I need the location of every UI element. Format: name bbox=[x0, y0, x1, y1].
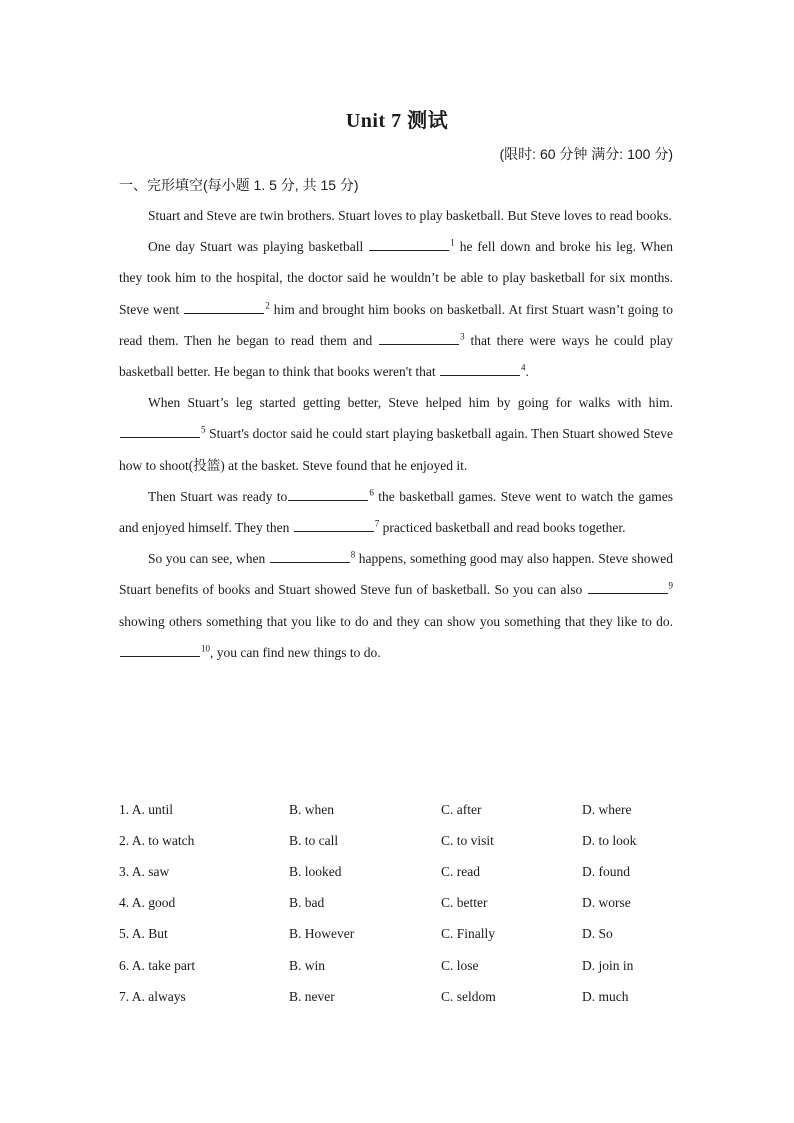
option-d[interactable]: D. much bbox=[582, 988, 629, 1004]
blank-number: 5 bbox=[201, 424, 206, 435]
option-a[interactable]: 2. A. to watch bbox=[119, 832, 195, 848]
paragraph-3 bbox=[119, 387, 673, 481]
time-score-info: (限时: 60 分钟 满分: 100 分) bbox=[499, 146, 673, 162]
blank-number: 8 bbox=[350, 549, 356, 560]
option-c[interactable]: C. read bbox=[441, 863, 480, 879]
passage-text: him and brought him books on basketball. At first Stuart wasn’t going to read them. Then he began to read them and bbox=[119, 301, 673, 348]
passage-text: So you can see, when bbox=[148, 551, 269, 567]
option-b[interactable]: B. to call bbox=[289, 832, 339, 848]
section-heading: 一、完形填空(每小题 1. 5 分, 共 15 分) bbox=[119, 177, 359, 193]
paragraph-4 bbox=[119, 481, 673, 543]
option-b[interactable]: B. when bbox=[289, 801, 334, 817]
paragraph-1 bbox=[119, 200, 673, 231]
answer-blank[interactable] bbox=[440, 361, 520, 376]
page-title: Unit 7 测试 bbox=[345, 110, 449, 132]
question-row bbox=[119, 950, 679, 981]
option-b[interactable]: B. However bbox=[289, 926, 355, 942]
option-a[interactable]: 6. A. take part bbox=[119, 957, 196, 973]
option-a[interactable]: 7. A. always bbox=[119, 988, 186, 1004]
option-b[interactable]: B. looked bbox=[289, 863, 342, 879]
answer-blank[interactable] bbox=[588, 579, 668, 594]
option-c[interactable]: C. after bbox=[441, 801, 482, 817]
option-b[interactable]: B. win bbox=[289, 957, 326, 973]
question-row bbox=[119, 888, 679, 919]
passage-text: showing others something that you like to do and they can show you something that they like to do. bbox=[119, 613, 673, 629]
blank-number: 7 bbox=[374, 518, 380, 529]
option-d[interactable]: D. join in bbox=[582, 957, 634, 973]
passage-text: the basketball games. Steve went to watch the games and enjoyed himself. They then bbox=[119, 488, 673, 536]
option-a[interactable]: 3. A. saw bbox=[119, 863, 170, 879]
passage-text: One day Stuart was playing basketball bbox=[148, 239, 369, 255]
option-d[interactable]: D. worse bbox=[582, 895, 631, 911]
passage-text: happens, something good may also happen. Steve showed Stuart benefits of books and Stuart showed Steve fun of basketball. So you can also bbox=[119, 551, 673, 598]
option-b[interactable]: B. bad bbox=[289, 895, 325, 911]
passage-text: that there were ways he could play basketball better. He began to think that books weren't that bbox=[119, 332, 673, 380]
blank-number: 3 bbox=[460, 331, 465, 342]
blank-number: 9 bbox=[668, 580, 673, 591]
option-d[interactable]: D. found bbox=[582, 863, 630, 879]
passage-text: Stuart's doctor said he could start playing basketball again. Then Stuart showed Steve how to shoot(投篮) at the basket. Steve found that he enjoyed it. bbox=[119, 426, 673, 473]
option-d[interactable]: D. So bbox=[582, 926, 613, 942]
blank-number: 2 bbox=[265, 300, 270, 311]
answer-blank[interactable] bbox=[184, 299, 264, 314]
passage-text: , you can find new things to do. bbox=[210, 644, 381, 660]
option-a[interactable]: 4. A. good bbox=[119, 895, 176, 911]
paragraph-5 bbox=[119, 543, 673, 668]
answer-blank[interactable] bbox=[120, 642, 200, 657]
answer-blank[interactable] bbox=[270, 548, 350, 563]
answer-blank[interactable] bbox=[294, 517, 374, 532]
passage-text: practiced basketball and read books together. bbox=[379, 520, 626, 536]
passage-text: Then Stuart was ready to bbox=[148, 488, 288, 504]
option-a[interactable]: 5. A. But bbox=[119, 926, 168, 942]
question-row bbox=[119, 919, 679, 950]
option-b[interactable]: B. never bbox=[289, 988, 335, 1004]
option-c[interactable]: C. better bbox=[441, 895, 488, 911]
passage-text: When Stuart’s leg started getting better, Steve helped him by going for walks with him. bbox=[148, 395, 673, 411]
cloze-passage bbox=[119, 200, 673, 668]
question-row bbox=[119, 825, 679, 856]
blank-number: 4 bbox=[520, 362, 526, 373]
blank-number: 1 bbox=[450, 237, 455, 248]
option-c[interactable]: C. lose bbox=[441, 957, 479, 973]
question-row bbox=[119, 981, 679, 1012]
passage-text: he fell down and broke his leg. When they took him to the hospital, the doctor said he wouldn’t be able to play basketball for six months. Steve went bbox=[119, 239, 674, 317]
blank-number: 6 bbox=[369, 487, 374, 498]
option-d[interactable]: D. where bbox=[582, 801, 632, 817]
passage-text: Stuart and Steve are twin brothers. Stuart loves to play basketball. But Steve loves to read books. bbox=[148, 208, 672, 223]
option-c[interactable]: C. seldom bbox=[441, 988, 496, 1004]
option-d[interactable]: D. to look bbox=[582, 832, 637, 848]
options-list bbox=[119, 794, 679, 1012]
answer-blank[interactable] bbox=[120, 423, 200, 438]
answer-blank[interactable] bbox=[379, 330, 459, 345]
blank-number: 10 bbox=[201, 643, 210, 654]
answer-blank[interactable] bbox=[288, 486, 368, 501]
option-c[interactable]: C. to visit bbox=[441, 832, 494, 848]
paragraph-2 bbox=[119, 231, 673, 387]
question-row bbox=[119, 856, 679, 887]
answer-blank[interactable] bbox=[369, 236, 449, 251]
option-c[interactable]: C. Finally bbox=[441, 926, 496, 942]
option-a[interactable]: 1. A. until bbox=[119, 801, 174, 817]
question-row bbox=[119, 794, 679, 825]
passage-text: . bbox=[525, 364, 529, 380]
